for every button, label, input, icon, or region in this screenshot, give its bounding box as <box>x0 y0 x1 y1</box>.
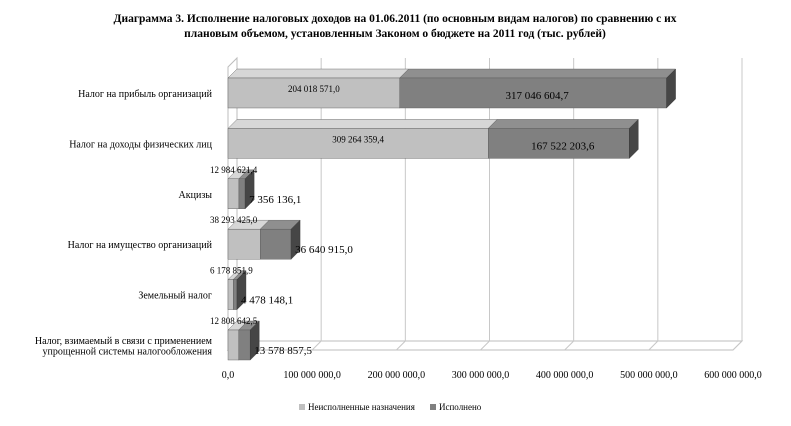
bar-executed-front <box>239 179 245 209</box>
chart-title-line-1: Диаграмма 3. Исполнение налоговых доходов на 01.06.2011 (по основным видам налогов) по сравнению с их <box>113 13 677 25</box>
chart-title-line-2: плановым объемом, установленным Законом о бюджете на 2011 год (тыс. рублей) <box>184 28 606 40</box>
chart-title <box>114 13 677 40</box>
bar-executed-front <box>260 229 291 259</box>
data-label-unfulfilled: 6 178 851,9 <box>210 265 253 276</box>
bars <box>228 69 676 360</box>
bar-unfulfilled-top <box>228 69 409 78</box>
bar-unfulfilled-front <box>228 330 239 360</box>
data-label-unfulfilled: 12 984 621,4 <box>210 164 258 175</box>
bar-executed <box>488 119 638 158</box>
bar-executed-front <box>239 330 250 360</box>
category-label: упрощенной системы налогообложения <box>42 346 212 358</box>
x-tick-label: 500 000 000,0 <box>620 370 678 381</box>
data-label-unfulfilled: 38 293 425,0 <box>210 215 258 226</box>
bar-unfulfilled-front <box>228 229 260 259</box>
x-tick-label: 0,0 <box>221 370 235 381</box>
data-label-unfulfilled: 12 808 642,5 <box>210 316 258 326</box>
data-label-unfulfilled: 204 018 571,0 <box>287 84 340 94</box>
legend-label: Неисполненные назначения <box>308 402 415 412</box>
x-tick-label: 400 000 000,0 <box>535 370 594 381</box>
gridline <box>733 58 742 350</box>
x-tick-label: 200 000 000,0 <box>367 370 426 381</box>
legend-label: Исполнено <box>439 402 482 412</box>
category-label: Налог, взимаемый в связи с применением <box>34 335 212 347</box>
legend <box>299 402 482 412</box>
bar-unfulfilled-front <box>228 280 233 310</box>
data-label-executed: 7 356 136,1 <box>249 193 302 206</box>
category-label: Акцизы <box>178 189 212 201</box>
data-label-executed: 167 522 203,6 <box>531 140 595 153</box>
data-label-executed: 13 578 857,5 <box>254 345 312 357</box>
bar-executed-front <box>233 280 237 310</box>
data-label-executed: 4 478 148,1 <box>240 294 294 307</box>
bar-executed-top <box>400 69 676 78</box>
bar-unfulfilled-top <box>228 119 497 128</box>
x-axis-tick-labels <box>222 370 762 381</box>
bar-executed-top <box>488 119 638 128</box>
category-label: Земельный налог <box>138 290 212 302</box>
legend-swatch <box>299 404 305 410</box>
data-label-executed: 317 046 604,7 <box>505 90 569 102</box>
x-tick-label: 600 000 000,0 <box>704 370 762 381</box>
bar-unfulfilled-front <box>228 179 239 209</box>
data-label-unfulfilled: 309 264 359,4 <box>332 134 385 145</box>
bar-executed <box>400 69 676 108</box>
legend-swatch <box>430 404 436 410</box>
data-label-executed: 36 640 915,0 <box>295 244 353 257</box>
category-label: Налог на прибыль организаций <box>78 89 212 100</box>
x-tick-label: 300 000 000,0 <box>451 370 510 381</box>
category-label: Налог на имущество организаций <box>67 240 212 252</box>
category-label: Налог на доходы физических лиц <box>69 139 212 151</box>
x-tick-label: 100 000 000,0 <box>283 370 341 381</box>
category-labels <box>35 89 213 357</box>
